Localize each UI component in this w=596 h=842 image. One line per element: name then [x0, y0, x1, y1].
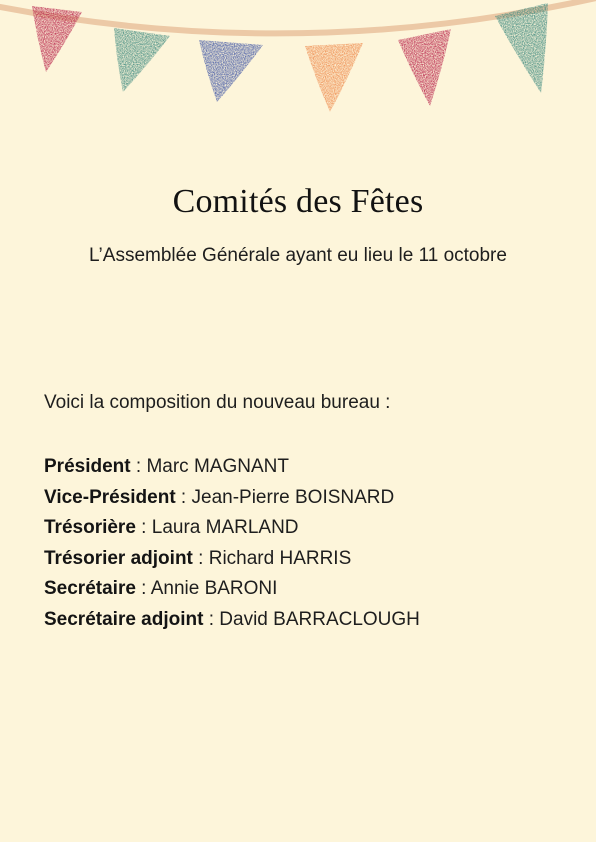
bunting-flag [199, 40, 263, 102]
bunting-garland [0, 0, 596, 120]
member-role: Trésorier adjoint [44, 547, 193, 569]
bunting-flag [114, 28, 170, 92]
bunting-flag [495, 3, 548, 93]
member-separator: : [130, 456, 147, 477]
member-item [44, 544, 420, 575]
bunting-flag [398, 29, 451, 106]
member-role: Secrétaire [44, 578, 136, 600]
member-item [44, 483, 420, 514]
member-name: Laura MARLAND [151, 517, 299, 539]
member-role: Secrétaire adjoint [44, 608, 204, 630]
bunting-flag [32, 6, 82, 72]
member-separator: : [192, 547, 209, 569]
member-name: Jean-Pierre BOISNARD [191, 486, 395, 508]
member-item [44, 574, 420, 605]
member-role: Vice-Président [44, 486, 176, 508]
page-subtitle: L’Assemblée Générale ayant eu lieu le 11 octobre [89, 245, 507, 266]
member-name: Marc MAGNANT [146, 456, 289, 477]
member-role: Président [44, 456, 131, 477]
member-name: David BARRACLOUGH [219, 608, 420, 630]
member-name: Richard HARRIS [208, 547, 352, 569]
bunting-flag [305, 43, 363, 112]
member-separator: : [203, 608, 220, 630]
member-separator: : [175, 486, 192, 508]
member-item [44, 452, 420, 483]
member-separator: : [135, 517, 152, 539]
member-item [44, 605, 420, 636]
intro-text: Voici la composition du nouveau bureau : [44, 392, 391, 413]
member-role: Trésorière [44, 517, 136, 539]
member-list [44, 452, 420, 636]
member-item [44, 513, 420, 544]
member-separator: : [135, 578, 151, 600]
member-name: Annie BARONI [150, 578, 278, 600]
page-title: Comités des Fêtes [172, 183, 424, 220]
